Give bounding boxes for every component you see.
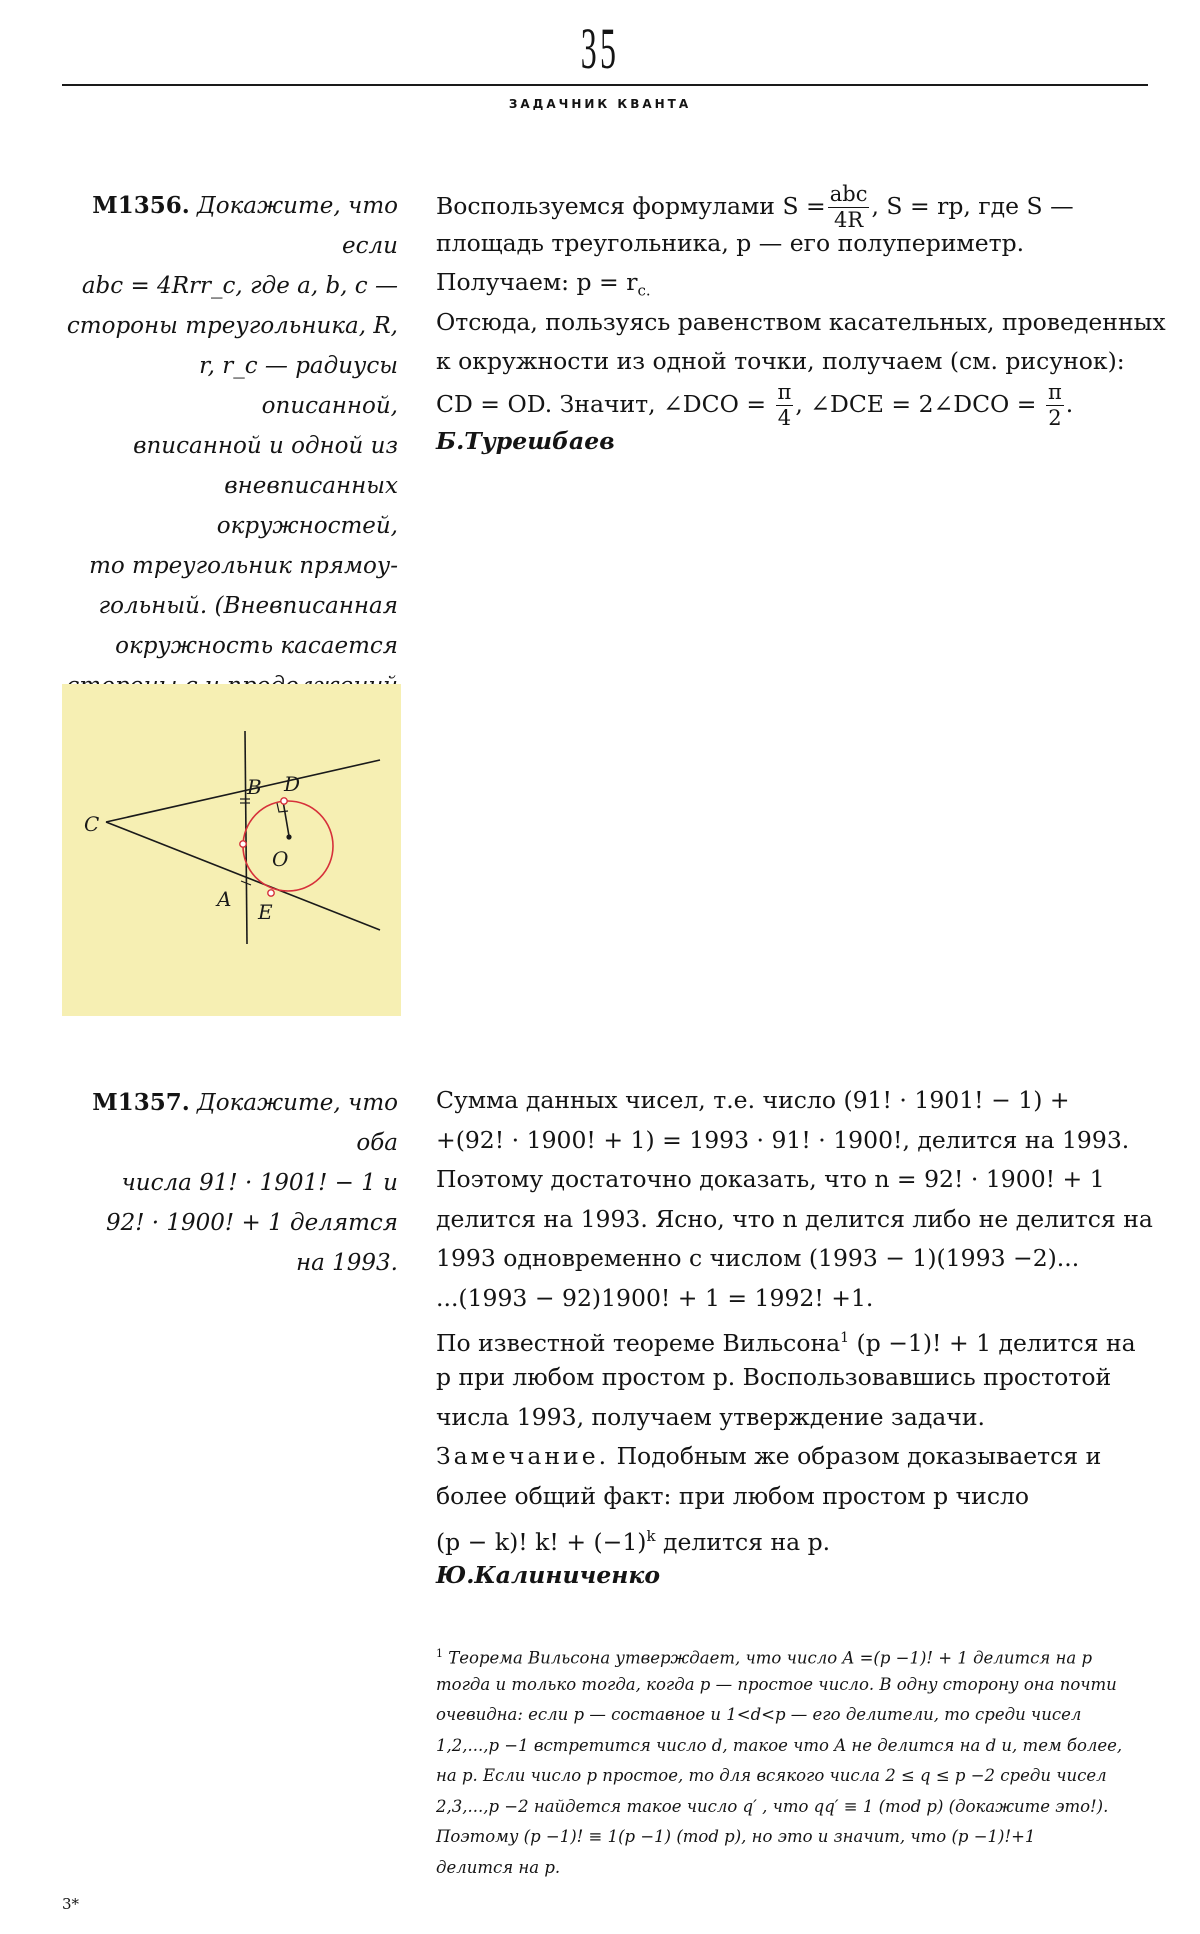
- footnote-line: на p. Если число p простое, то для всякого числа 2 ≤ q ≤ p −2 среди чисел: [436, 1766, 1107, 1785]
- problem-line: гольный. (Вневписанная: [98, 593, 398, 619]
- problem-line: М1356. Докажите, что: [92, 192, 398, 219]
- fraction-abc-4r: $\frac{\text{abc}}{4R}$: [829, 182, 868, 232]
- label-d: D: [284, 772, 301, 796]
- solution-line: Поэтому достаточно доказать, что n = 92! · 1900! + 1: [436, 1165, 1105, 1194]
- solution-line: Замечание. Подобным же образом доказывается и: [436, 1442, 1102, 1471]
- radius-od: [283, 801, 289, 836]
- problem-line: на 1993.: [295, 1250, 398, 1276]
- solution-line: Воспользуемся формулами S = $\frac{\text{abc}}{4R}$ , S = rp, где S —: [436, 182, 1074, 232]
- header-rule: [62, 84, 1148, 86]
- solution-line: делится на 1993. Ясно, что n делится либо не делится на: [436, 1204, 1153, 1233]
- remark-label: Замечание.: [436, 1442, 610, 1471]
- footnote-line: очевидна: если p — составное и 1<d<p — его делители, то среди чисел: [436, 1705, 1082, 1724]
- footnote-line: делится на p.: [436, 1857, 561, 1877]
- label-e: E: [258, 900, 273, 924]
- footnote-line: 1,2,...,p −1 встретится число d, такое что A не делится на d и, тем более,: [436, 1735, 1123, 1755]
- label-c: C: [84, 812, 100, 836]
- fraction-pi-2: $\frac{\pi}{2}$: [1047, 379, 1062, 430]
- problem-line: вневписанных окружностей,: [216, 473, 398, 539]
- solution-line: Получаем: $p = r_{c.}$: [436, 268, 651, 300]
- problem-line: числа 91! · 1901! − 1 и: [121, 1170, 398, 1196]
- problem-number: М1356.: [92, 192, 190, 219]
- problem-line: если: [342, 233, 398, 259]
- solution-m1356: [436, 182, 1166, 461]
- label-a: A: [217, 887, 232, 911]
- solution-line: ...(1993 − 92)1900! + 1 = 1992! +1.: [436, 1283, 874, 1312]
- label-o: O: [272, 847, 289, 871]
- author-signature: Б.Турешбаев: [436, 426, 615, 455]
- problem-line: окружность касается: [115, 633, 398, 659]
- center-o: [286, 834, 291, 839]
- solution-line: (p − k)! k! + $(-1)^k$ делится на p.: [436, 1526, 831, 1556]
- problem-line: abc = 4Rrr_c, где a, b, c —: [81, 273, 398, 299]
- footnote-marker: 1: [436, 1647, 443, 1660]
- footnote-line: тогда и только тогда, когда p — простое число. В одну сторону она почти: [436, 1674, 1117, 1694]
- solution-line: более общий факт: при любом простом p число: [436, 1481, 1030, 1510]
- solution-line: площадь треугольника, p — его полупериметр.: [436, 228, 1025, 257]
- journal-name: ЗАДАЧНИК КВАНТА: [508, 97, 692, 111]
- tangent-line-cd: [106, 760, 380, 822]
- page-number: 35: [580, 16, 620, 81]
- footnote-line: $^1$ Теорема Вильсона утверждает, что число A =(p −1)! + 1 делится на p: [436, 1647, 1093, 1668]
- problem-line: вписанной и одной из: [133, 433, 398, 459]
- problem-line: стороны треугольника, R,: [66, 313, 398, 339]
- author-signature: Ю.Калиниченко: [436, 1561, 660, 1590]
- solution-line: +(92! · 1900! + 1) = 1993 · 91! · 1900!, делится на 1993.: [436, 1125, 1130, 1154]
- figure-svg: [62, 684, 401, 1016]
- geometry-figure: [62, 684, 401, 1016]
- problem-m1357-statement: [60, 1083, 398, 1283]
- problem-line: r, r_c — радиусы описанной,: [199, 353, 398, 419]
- vertical-line-ab: [245, 731, 247, 944]
- solution-line: Сумма данных чисел, т.е. число (91! · 1901! − 1) +: [436, 1086, 1070, 1114]
- excircle: [243, 801, 333, 891]
- problem-line: то треугольник прямоу-: [89, 553, 398, 579]
- problem-number: М1357.: [92, 1089, 190, 1116]
- problem-line: 92! · 1900! + 1 делятся: [105, 1210, 398, 1236]
- solution-line: числа 1993, получаем утверждение задачи.: [436, 1402, 985, 1431]
- tangent-point-e: [268, 890, 274, 896]
- solution-line: CD = OD. Значит, ∠DCO = $\frac{\pi}{4}$ , ∠DCE = 2∠DCO = $\frac{\pi}{2}$ .: [436, 379, 1074, 430]
- footnote-line: Поэтому (p −1)! ≡ 1(p −1) (mod p), но это и значит, что (p −1)!+1: [436, 1827, 1036, 1846]
- solution-line: По известной теореме Вильсона$^1$ (p −1)! + 1 делится на: [436, 1328, 1136, 1357]
- footnote-ref: 1: [840, 1329, 850, 1346]
- solution-line: к окружности из одной точки, получаем (см. рисунок):: [436, 347, 1125, 376]
- solution-line: p при любом простом p. Воспользовавшись простотой: [436, 1363, 1112, 1392]
- label-b: B: [247, 775, 262, 799]
- solution-line: Отсюда, пользуясь равенством касательных, проведенных: [436, 307, 1166, 336]
- problem-line: М1357. Докажите, что оба: [92, 1089, 398, 1156]
- solution-m1357: [436, 1081, 1153, 1596]
- footnote-line: 2,3,...,p −2 найдется такое число q′ , что qq′ ≡ 1 (mod p) (докажите это!).: [436, 1796, 1109, 1816]
- solution-line: 1993 одновременно с числом (1993 − 1)(1993 −2)...: [436, 1244, 1080, 1273]
- tangent-point-d: [281, 798, 287, 804]
- signature-mark: 3*: [62, 1895, 80, 1913]
- footnote: [436, 1639, 1146, 1883]
- problem-m1356-statement: [60, 186, 398, 746]
- tangent-point-mid: [240, 841, 246, 847]
- fraction-pi-4: $\frac{\pi}{4}$: [777, 379, 792, 430]
